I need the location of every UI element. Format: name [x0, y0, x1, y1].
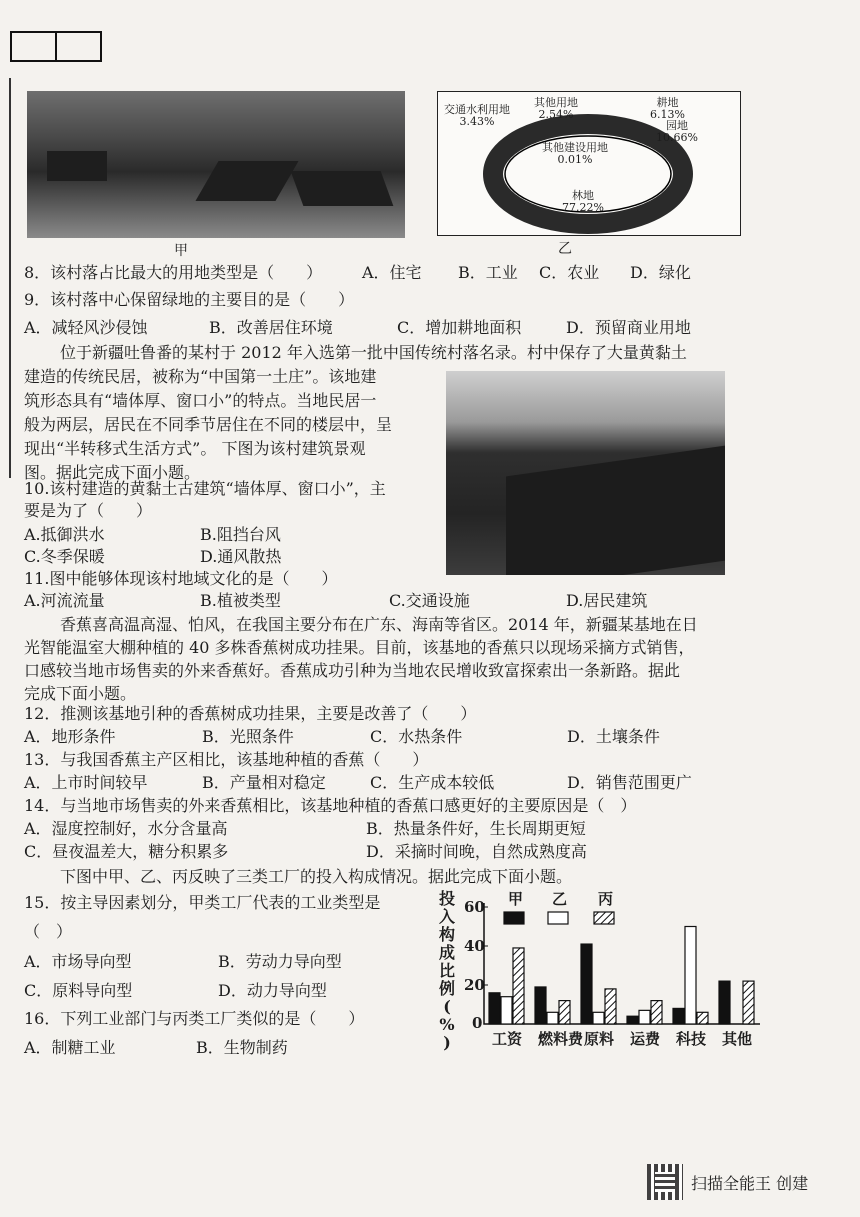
q15-option-c[interactable]: C．原料导向型 [24, 981, 133, 1000]
x-category-label: 运费 [630, 1030, 661, 1048]
score-box [10, 31, 102, 62]
bar-丙-科技 [697, 1012, 708, 1024]
x-category-label: 工资 [492, 1030, 523, 1048]
q9-option-a[interactable]: A．减轻风沙侵蚀 [24, 318, 148, 337]
y-tick-40: 40 [464, 937, 485, 955]
land-use-donut-chart [437, 91, 741, 236]
q15-option-b[interactable]: B．劳动力导向型 [218, 952, 342, 971]
q12-stem: 12．推测该基地引种的香蕉树成功挂果，主要是改善了（ ） [24, 704, 477, 723]
passage2-line: 光智能温室大棚种植的 40 多株香蕉树成功挂果。目前，该基地的香蕉只以现场采摘方式销售， [24, 638, 695, 657]
x-category-label: 其他 [722, 1030, 753, 1048]
passage1-line: 般为两层，居民在不同季节居住在不同的楼层中，呈 [24, 415, 393, 434]
q14-option-c[interactable]: C．昼夜温差大，糖分积累多 [24, 842, 229, 861]
q9-stem: 9．该村落中心保留绿地的主要目的是（ ） [24, 290, 355, 309]
q8-option-d[interactable]: D．绿化 [630, 263, 691, 282]
q8-stem: 8．该村落占比最大的用地类型是（ ） [24, 263, 323, 282]
q15-stem-cont: （ ） [24, 922, 73, 941]
x-category-label: 原料 [584, 1030, 615, 1048]
q14-option-b[interactable]: B．热量条件好，生长周期更短 [366, 819, 586, 838]
bar-甲-科技 [673, 1008, 684, 1024]
q12-option-a[interactable]: A．地形条件 [24, 727, 116, 746]
legend-label-甲: 甲 [508, 890, 524, 908]
x-category-label: 科技 [676, 1030, 707, 1048]
q10-option-b[interactable]: B.阻挡台风 [200, 525, 281, 544]
legend-label-乙: 乙 [552, 890, 568, 908]
x-category-label: 燃料费 [538, 1030, 584, 1048]
passage2-line: 口感较当地市场售卖的外来香蕉好。香蕉成功引种为当地农民增收致富探索出一条新路。据此 [24, 661, 681, 680]
bar-甲-其他 [719, 981, 730, 1024]
passage3: 下图中甲、乙、丙反映了三类工厂的投入构成情况。据此完成下面小题。 [60, 867, 573, 886]
q11-option-d[interactable]: D.居民建筑 [566, 591, 648, 610]
legend-swatch-甲 [504, 912, 524, 924]
bar-乙-运费 [639, 1010, 650, 1024]
donut-label-transport: 交通水利用地 3.43% [444, 103, 510, 128]
bar-甲-原料 [581, 944, 592, 1024]
y-tick-20: 20 [464, 976, 485, 994]
chart-caption-yi: 乙 [558, 241, 572, 257]
y-tick-0: 0 [472, 1014, 483, 1032]
q12-option-d[interactable]: D．土壤条件 [567, 727, 660, 746]
scanner-watermark [647, 1164, 808, 1200]
bar-乙-原料 [593, 1012, 604, 1024]
q10-stem: 10.该村建造的黄黏土古建筑“墙体厚、窗口小”，主 [24, 479, 386, 498]
y-tick-60: 60 [464, 898, 485, 916]
legend-swatch-丙 [594, 912, 614, 924]
donut-label-other: 其他用地 2.54% [534, 96, 578, 121]
passage1-line: 位于新疆吐鲁番的某村于 2012 年入选第一批中国传统村落名录。村中保存了大量黄黏土 [60, 343, 687, 362]
passage1-line: 图。据此完成下面小题。 [24, 463, 201, 482]
q15-stem: 15．按主导因素划分，甲类工厂代表的工业类型是 [24, 893, 381, 912]
bar-乙-科技 [685, 927, 696, 1025]
q13-option-a[interactable]: A．上市时间较早 [24, 773, 148, 792]
q13-option-d[interactable]: D．销售范围更广 [567, 773, 692, 792]
q12-option-b[interactable]: B．光照条件 [202, 727, 294, 746]
donut-label-farmland: 耕地 6.13% [650, 96, 685, 121]
photo-caption-jia: 甲 [174, 243, 188, 259]
q13-option-c[interactable]: C．生产成本较低 [370, 773, 495, 792]
q11-option-c[interactable]: C.交通设施 [389, 591, 470, 610]
bar-丙-运费 [651, 1001, 662, 1024]
q8-option-b[interactable]: B．工业 [458, 263, 518, 282]
q9-option-c[interactable]: C．增加耕地面积 [397, 318, 522, 337]
q13-stem: 13．与我国香蕉主产区相比，该基地种植的香蕉（ ） [24, 750, 429, 769]
bar-甲-运费 [627, 1016, 638, 1024]
donut-label-construction: 其他建设用地 0.01% [542, 141, 608, 166]
factory-input-bar-chart [436, 890, 766, 1060]
passage1-line: 现出“半转移式生活方式”。 下图为该村建筑景观 [24, 439, 366, 458]
bar-甲-燃料费 [535, 987, 546, 1024]
bar-甲-工资 [489, 993, 500, 1024]
q9-option-b[interactable]: B．改善居住环境 [209, 318, 333, 337]
q11-stem: 11.图中能够体现该村地域文化的是（ ） [24, 569, 338, 588]
q11-option-b[interactable]: B.植被类型 [200, 591, 281, 610]
q10-option-d[interactable]: D.通风散热 [200, 547, 282, 566]
q8-option-c[interactable]: C．农业 [539, 263, 600, 282]
q9-option-d[interactable]: D．预留商业用地 [566, 318, 691, 337]
q14-option-d[interactable]: D．采摘时间晚，自然成熟度高 [366, 842, 587, 861]
donut-label-orchard: 园地 10.66% [656, 119, 698, 144]
q16-stem: 16．下列工业部门与丙类工厂类似的是（ ） [24, 1009, 365, 1028]
passage1-line: 筑形态具有“墙体厚、窗口小”的特点。当地民居一 [24, 391, 377, 410]
q12-option-c[interactable]: C．水热条件 [370, 727, 463, 746]
bar-丙-工资 [513, 948, 524, 1024]
q16-option-b[interactable]: B．生物制药 [196, 1038, 288, 1057]
passage2-line: 完成下面小题。 [24, 684, 137, 703]
q16-option-a[interactable]: A．制糖工业 [24, 1038, 116, 1057]
margin-rule [9, 78, 11, 478]
q10-option-c[interactable]: C.冬季保暖 [24, 547, 105, 566]
bar-乙-燃料费 [547, 1012, 558, 1024]
q15-option-a[interactable]: A．市场导向型 [24, 952, 132, 971]
passage1-line: 建造的传统民居，被称为“中国第一土庄”。该地建 [24, 367, 377, 386]
watermark-text: 扫描全能王 创建 [691, 1173, 809, 1193]
chart-y-axis-label: 投 入 构 成 比 例 ( % ) [438, 889, 455, 1052]
earth-house-photo [446, 371, 725, 575]
bar-丙-原料 [605, 989, 616, 1024]
q14-stem: 14．与当地市场售卖的外来香蕉相比，该基地种植的香蕉口感更好的主要原因是（ ） [24, 796, 637, 815]
q11-option-a[interactable]: A.河流流量 [24, 591, 105, 610]
q13-option-b[interactable]: B．产量相对稳定 [202, 773, 326, 792]
legend-swatch-乙 [548, 912, 568, 924]
passage2-line: 香蕉喜高温高湿、怕风，在我国主要分布在广东、海南等省区。2014 年，新疆某基地在日 [60, 615, 698, 634]
village-photo [27, 91, 405, 238]
q8-option-a[interactable]: A．住宅 [362, 263, 422, 282]
qr-code-icon [647, 1164, 683, 1200]
q10-option-a[interactable]: A.抵御洪水 [24, 525, 105, 544]
bar-丙-燃料费 [559, 1001, 570, 1024]
q10-stem-cont: 要是为了（ ） [24, 501, 153, 520]
bar-乙-工资 [501, 997, 512, 1024]
q14-option-a[interactable]: A．湿度控制好，水分含量高 [24, 819, 228, 838]
legend-label-丙: 丙 [598, 890, 614, 908]
bar-丙-其他 [743, 981, 754, 1024]
q15-option-d[interactable]: D．动力导向型 [218, 981, 327, 1000]
donut-label-forest: 林地 77.22% [562, 189, 604, 214]
